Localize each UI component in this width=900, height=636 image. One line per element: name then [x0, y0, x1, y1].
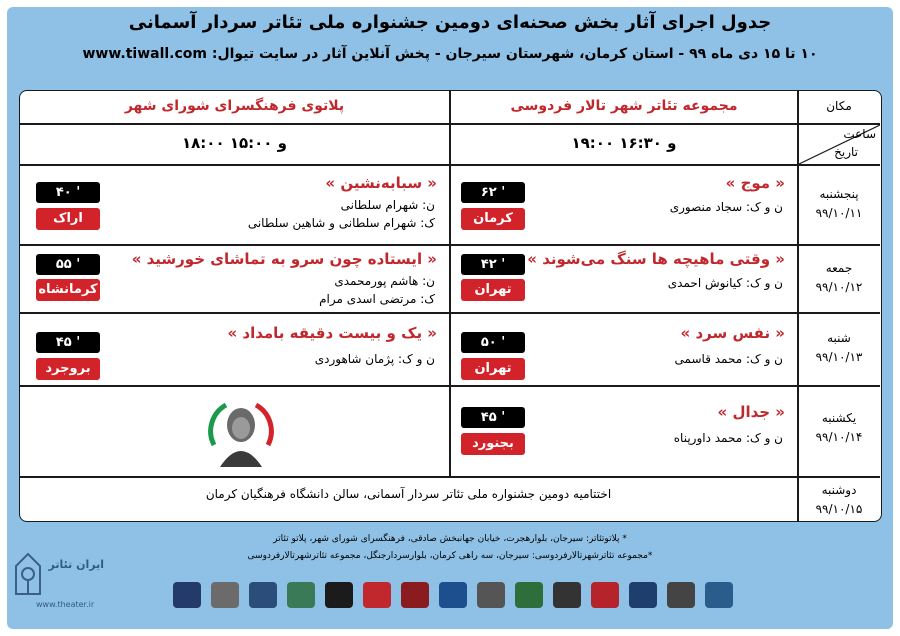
- sponsor-logo-icon: [287, 582, 315, 608]
- duration-badge: ۶۲ ': [461, 182, 525, 203]
- play-title: « جدال »: [717, 403, 785, 421]
- day-date: ۹۹/۱۰/۱۱: [815, 206, 863, 220]
- sponsor-logo-icon: [249, 582, 277, 608]
- day-name: یکشنبه: [821, 411, 857, 425]
- city-badge: کرمانشاه: [36, 279, 100, 301]
- show-cell: [451, 387, 797, 476]
- place-label: مکان: [826, 99, 852, 113]
- sponsor-logo-icon: [211, 582, 239, 608]
- row-divider: [20, 123, 880, 125]
- duration-badge: ۴۰ ': [36, 182, 100, 203]
- sponsor-logo-icon: [401, 582, 429, 608]
- show-cell: [451, 246, 797, 312]
- footer-note-1: * پلاتوتئاتر: سیرجان، بلوارهجرت، خیابان جهانبخش صادقی، فرهنگسرای شورای شهر، پلاتو تئاتر: [273, 534, 627, 544]
- city-badge: بجنورد: [461, 433, 525, 455]
- play-credit: ک: شهرام سلطانی و شاهین سلطانی: [247, 216, 435, 230]
- poster-subtitle: ۱۰ تا ۱۵ دی ماه ۹۹ - استان کرمان، شهرستان سیرجان - پخش آنلاین آثار در سایت تیوال: www.tiwall.com: [82, 46, 818, 62]
- duration-badge: ۴۵ ': [36, 332, 100, 353]
- play-credit: ن: هاشم پورمحمدی: [334, 274, 435, 288]
- show-cell: [451, 314, 797, 385]
- day-date: ۹۹/۱۰/۱۳: [815, 350, 863, 364]
- play-title: « ایستاده چون سرو به تماشای خورشید »: [131, 250, 437, 268]
- city-badge: تهران: [461, 279, 525, 301]
- sponsor-logo-icon: [363, 582, 391, 608]
- sponsor-logo-icon: [705, 582, 733, 608]
- sponsor-logo-icon: [439, 582, 467, 608]
- show-cell: [20, 166, 449, 244]
- sponsor-logo-icon: [477, 582, 505, 608]
- play-credit: ن و ک: کیانوش احمدی: [667, 276, 783, 290]
- closing-ceremony: اختتامیه دومین جشنواره ملی تئاتر سردار آسمانی، سالن دانشگاه فرهنگیان کرمان: [205, 487, 612, 501]
- brand-name: ایران تئاتر: [48, 558, 104, 571]
- play-title: « وقتی ماهیچه ها سنگ می‌شوند »: [527, 250, 785, 268]
- show-cell: [20, 246, 449, 312]
- venue-ferdowsi-times: ۱۹:۰۰ و ۱۶:۳۰: [571, 134, 677, 152]
- footer-note-2: *مجموعه تئاترشهرتالارفردوسی: سیرجان، سه راهی کرمان، بلوارسردارجنگل، مجموعه تئاترشهرتالارفردوسی: [247, 551, 653, 561]
- venue-shoura-times: ۱۸:۰۰ و ۱۵:۰۰: [181, 134, 287, 152]
- play-credit: ن: شهرام سلطانی: [340, 198, 435, 212]
- show-cell: [20, 314, 449, 385]
- play-title: « نفس سرد »: [680, 324, 785, 342]
- sponsor-logo-icon: [667, 582, 695, 608]
- duration-badge: ۵۵ ': [36, 254, 100, 275]
- day-name: دوشنبه: [821, 483, 857, 497]
- duration-badge: ۴۵ ': [461, 407, 525, 428]
- play-credit: ن و ک: محمد داورپناه: [673, 431, 783, 445]
- sponsor-logo-icon: [553, 582, 581, 608]
- sponsor-logo-icon: [173, 582, 201, 608]
- day-name: پنجشنبه: [819, 187, 859, 201]
- sponsor-logo-icon: [325, 582, 353, 608]
- play-credit: ن و ک: پژمان شاهوردی: [314, 352, 435, 366]
- portrait-emblem-icon: [206, 395, 276, 467]
- show-cell: [451, 166, 797, 244]
- iran-theater-logo-icon: [14, 552, 42, 596]
- city-badge: تهران: [461, 358, 525, 380]
- play-title: « موج »: [725, 174, 785, 192]
- play-title: « سبابه‌نشین »: [325, 174, 437, 192]
- play-credit: ن و ک: سجاد منصوری: [669, 200, 783, 214]
- day-cell: [799, 409, 879, 447]
- time-label: ساعت: [843, 127, 876, 141]
- emblem-cell: [20, 387, 449, 476]
- day-date: ۹۹/۱۰/۱۲: [815, 280, 863, 294]
- schedule-table: [19, 90, 882, 522]
- day-cell: [799, 259, 879, 297]
- brand-url: www.theater.ir: [36, 600, 95, 609]
- day-name: شنبه: [827, 331, 851, 345]
- day-date: ۹۹/۱۰/۱۵: [815, 502, 863, 516]
- iran-theater-brand: [14, 552, 104, 614]
- day-cell: [799, 481, 879, 519]
- sponsor-logo-icon: [591, 582, 619, 608]
- sponsor-logo-icon: [515, 582, 543, 608]
- city-badge: بروجرد: [36, 358, 100, 380]
- row-divider: [20, 476, 880, 478]
- play-credit: ک: مرتضی اسدی مرام: [319, 292, 435, 306]
- duration-badge: ۴۲ ': [461, 254, 525, 275]
- play-credit: ن و ک: محمد قاسمی: [674, 352, 783, 366]
- day-cell: [799, 329, 879, 367]
- duration-badge: ۵۰ ': [461, 332, 525, 353]
- city-badge: اراک: [36, 208, 100, 230]
- play-title: « یک و بیست دقیقه بامداد »: [227, 324, 437, 342]
- city-badge: کرمان: [461, 208, 525, 230]
- day-name: جمعه: [825, 261, 853, 275]
- day-cell: [799, 185, 879, 223]
- day-date: ۹۹/۱۰/۱۴: [815, 430, 863, 444]
- poster-title: جدول اجرای آثار بخش صحنه‌ای دومین جشنواره ملی تئاتر سردار آسمانی: [128, 12, 772, 33]
- sponsor-logo-icon: [629, 582, 657, 608]
- venue-shoura: پلاتوی فرهنگسرای شورای شهر: [124, 98, 345, 114]
- date-label: تاریخ: [834, 145, 858, 159]
- venue-ferdowsi: مجموعه تئاتر شهر تالار فردوسی: [510, 98, 738, 114]
